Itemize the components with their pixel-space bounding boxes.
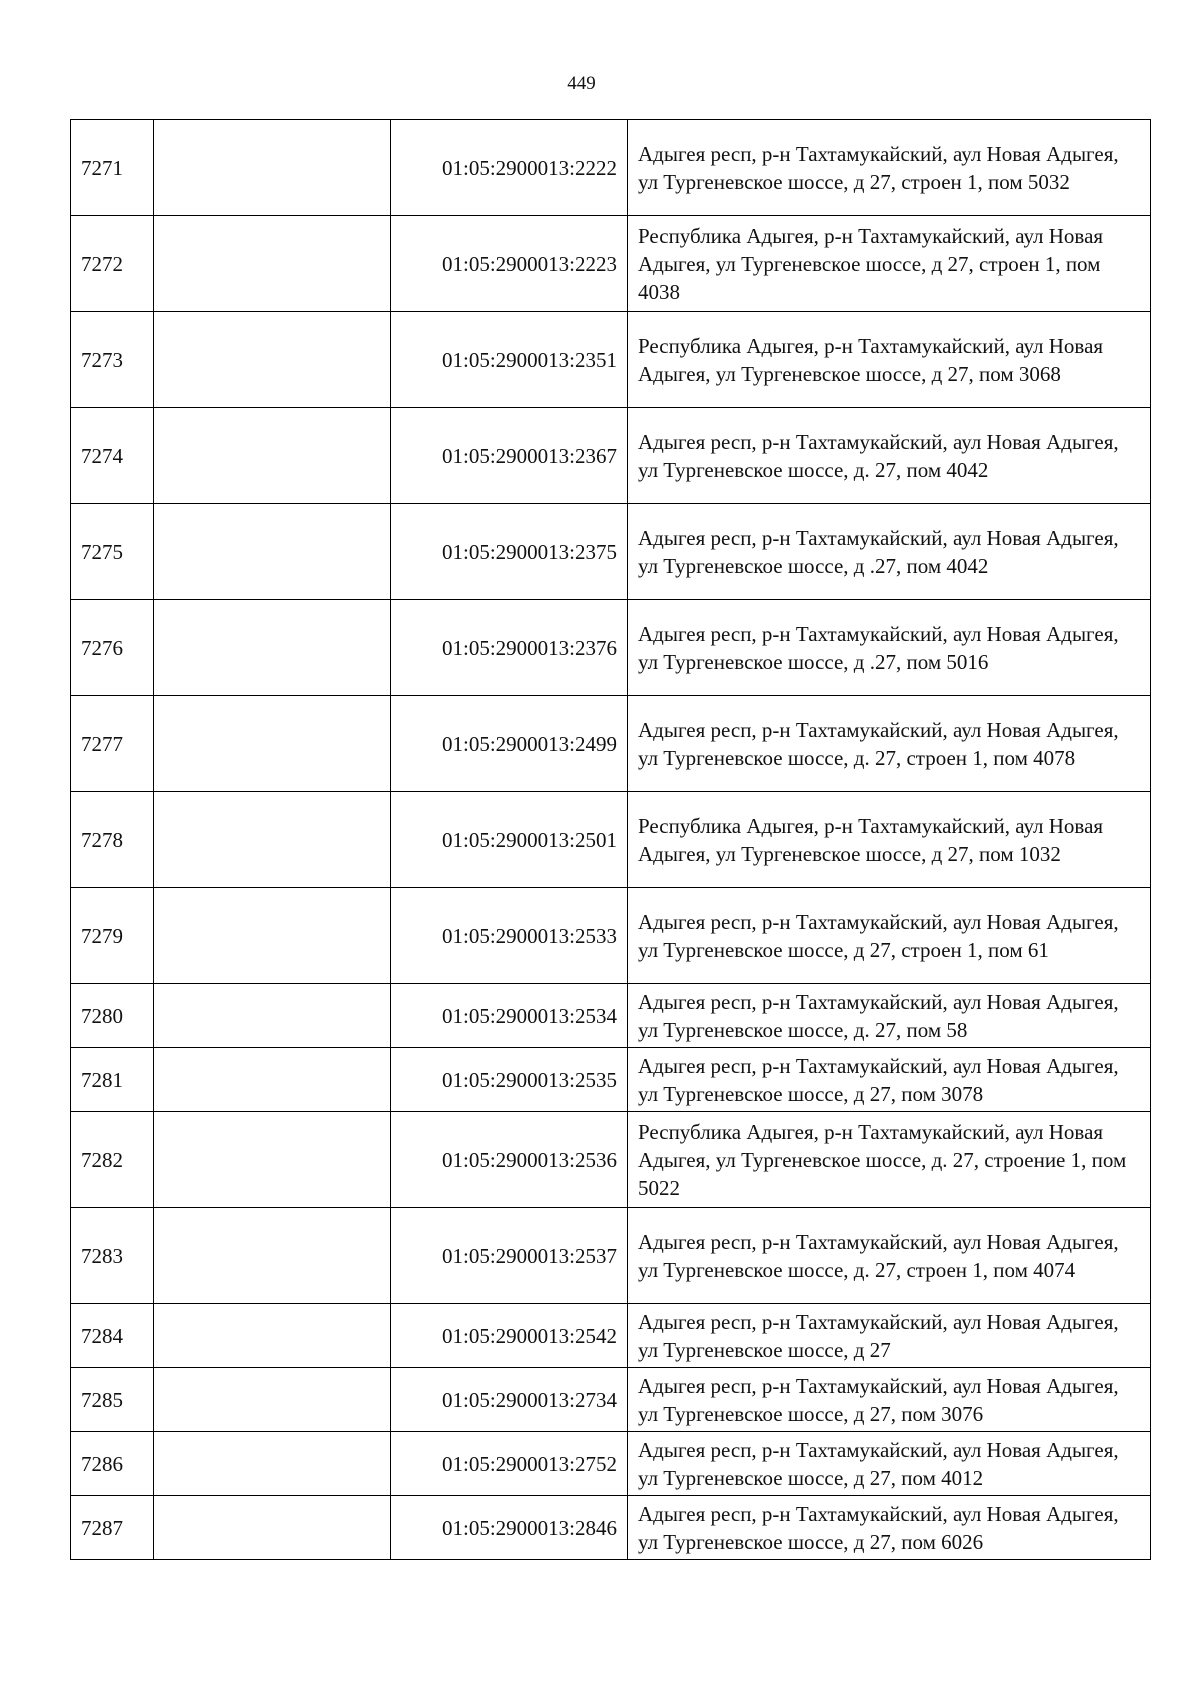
object-address: Адыгея респ, р-н Тахтамукайский, аул Новая Адыгея, ул Тургеневское шоссе, д 27, строен 1, пом 5032	[628, 120, 1151, 216]
object-address: Адыгея респ, р-н Тахтамукайский, аул Новая Адыгея, ул Тургеневское шоссе, д 27	[628, 1304, 1151, 1368]
object-address: Адыгея респ, р-н Тахтамукайский, аул Новая Адыгея, ул Тургеневское шоссе, д 27, пом 4012	[628, 1432, 1151, 1496]
cadastral-number: 01:05:2900013:2537	[391, 1208, 628, 1304]
object-address: Республика Адыгея, р-н Тахтамукайский, аул Новая Адыгея, ул Тургеневское шоссе, д 27, строен 1, пом 4038	[628, 216, 1151, 312]
cadastral-number: 01:05:2900013:2376	[391, 600, 628, 696]
cadastral-number: 01:05:2900013:2375	[391, 504, 628, 600]
cadastral-number: 01:05:2900013:2846	[391, 1496, 628, 1560]
cadastral-number: 01:05:2900013:2367	[391, 408, 628, 504]
table-row	[71, 1208, 1151, 1304]
row-blank-cell	[154, 696, 391, 792]
row-number: 7286	[71, 1432, 154, 1496]
table-row	[71, 1496, 1151, 1560]
cadastral-number: 01:05:2900013:2501	[391, 792, 628, 888]
row-number: 7283	[71, 1208, 154, 1304]
table-row	[71, 216, 1151, 312]
table-row	[71, 408, 1151, 504]
row-blank-cell	[154, 216, 391, 312]
row-number: 7272	[71, 216, 154, 312]
cadastral-number: 01:05:2900013:2542	[391, 1304, 628, 1368]
cadastral-number: 01:05:2900013:2536	[391, 1112, 628, 1208]
row-blank-cell	[154, 1432, 391, 1496]
cadastral-number: 01:05:2900013:2752	[391, 1432, 628, 1496]
table-row	[71, 1112, 1151, 1208]
row-number: 7274	[71, 408, 154, 504]
object-address: Адыгея респ, р-н Тахтамукайский, аул Новая Адыгея, ул Тургеневское шоссе, д. 27, строен 1, пом 4074	[628, 1208, 1151, 1304]
cadastral-number: 01:05:2900013:2533	[391, 888, 628, 984]
table-row	[71, 1048, 1151, 1112]
object-address: Адыгея респ, р-н Тахтамукайский, аул Новая Адыгея, ул Тургеневское шоссе, д .27, пом 4042	[628, 504, 1151, 600]
row-number: 7279	[71, 888, 154, 984]
object-address: Адыгея респ, р-н Тахтамукайский, аул Новая Адыгея, ул Тургеневское шоссе, д. 27, строен 1, пом 4078	[628, 696, 1151, 792]
row-blank-cell	[154, 1496, 391, 1560]
row-blank-cell	[154, 1048, 391, 1112]
row-number: 7282	[71, 1112, 154, 1208]
row-number: 7287	[71, 1496, 154, 1560]
row-number: 7271	[71, 120, 154, 216]
row-number: 7281	[71, 1048, 154, 1112]
table-row	[71, 696, 1151, 792]
object-address: Республика Адыгея, р-н Тахтамукайский, аул Новая Адыгея, ул Тургеневское шоссе, д 27, пом 1032	[628, 792, 1151, 888]
table-row	[71, 792, 1151, 888]
row-number: 7278	[71, 792, 154, 888]
row-blank-cell	[154, 984, 391, 1048]
cadastral-number: 01:05:2900013:2534	[391, 984, 628, 1048]
row-blank-cell	[154, 792, 391, 888]
row-number: 7280	[71, 984, 154, 1048]
table-row	[71, 1432, 1151, 1496]
object-address: Адыгея респ, р-н Тахтамукайский, аул Новая Адыгея, ул Тургеневское шоссе, д .27, пом 5016	[628, 600, 1151, 696]
cadastral-number: 01:05:2900013:2499	[391, 696, 628, 792]
cadastral-number: 01:05:2900013:2734	[391, 1368, 628, 1432]
table-row	[71, 888, 1151, 984]
row-blank-cell	[154, 312, 391, 408]
table-row	[71, 1368, 1151, 1432]
cadastral-number: 01:05:2900013:2223	[391, 216, 628, 312]
row-number: 7284	[71, 1304, 154, 1368]
table-row	[71, 984, 1151, 1048]
row-number: 7273	[71, 312, 154, 408]
row-blank-cell	[154, 888, 391, 984]
row-blank-cell	[154, 408, 391, 504]
row-number: 7275	[71, 504, 154, 600]
row-number: 7276	[71, 600, 154, 696]
table-row	[71, 312, 1151, 408]
cadastral-number: 01:05:2900013:2222	[391, 120, 628, 216]
object-address: Адыгея респ, р-н Тахтамукайский, аул Новая Адыгея, ул Тургеневское шоссе, д 27, пом 3076	[628, 1368, 1151, 1432]
object-address: Республика Адыгея, р-н Тахтамукайский, аул Новая Адыгея, ул Тургеневское шоссе, д 27, пом 3068	[628, 312, 1151, 408]
object-address: Адыгея респ, р-н Тахтамукайский, аул Новая Адыгея, ул Тургеневское шоссе, д 27, пом 6026	[628, 1496, 1151, 1560]
object-address: Адыгея респ, р-н Тахтамукайский, аул Новая Адыгея, ул Тургеневское шоссе, д 27, пом 3078	[628, 1048, 1151, 1112]
row-number: 7277	[71, 696, 154, 792]
object-address: Адыгея респ, р-н Тахтамукайский, аул Новая Адыгея, ул Тургеневское шоссе, д. 27, пом 58	[628, 984, 1151, 1048]
row-blank-cell	[154, 1368, 391, 1432]
table-row	[71, 600, 1151, 696]
registry-table-body	[71, 120, 1151, 1560]
row-number: 7285	[71, 1368, 154, 1432]
object-address: Республика Адыгея, р-н Тахтамукайский, аул Новая Адыгея, ул Тургеневское шоссе, д. 27, строение 1, пом 5022	[628, 1112, 1151, 1208]
cadastral-number: 01:05:2900013:2351	[391, 312, 628, 408]
table-row	[71, 1304, 1151, 1368]
row-blank-cell	[154, 600, 391, 696]
cadastral-number: 01:05:2900013:2535	[391, 1048, 628, 1112]
row-blank-cell	[154, 504, 391, 600]
row-blank-cell	[154, 1208, 391, 1304]
object-address: Адыгея респ, р-н Тахтамукайский, аул Новая Адыгея, ул Тургеневское шоссе, д. 27, пом 4042	[628, 408, 1151, 504]
table-row	[71, 120, 1151, 216]
row-blank-cell	[154, 1112, 391, 1208]
registry-table	[70, 119, 1151, 1560]
row-blank-cell	[154, 120, 391, 216]
table-row	[71, 504, 1151, 600]
row-blank-cell	[154, 1304, 391, 1368]
page-number: 449	[567, 73, 596, 94]
object-address: Адыгея респ, р-н Тахтамукайский, аул Новая Адыгея, ул Тургеневское шоссе, д 27, строен 1, пом 61	[628, 888, 1151, 984]
